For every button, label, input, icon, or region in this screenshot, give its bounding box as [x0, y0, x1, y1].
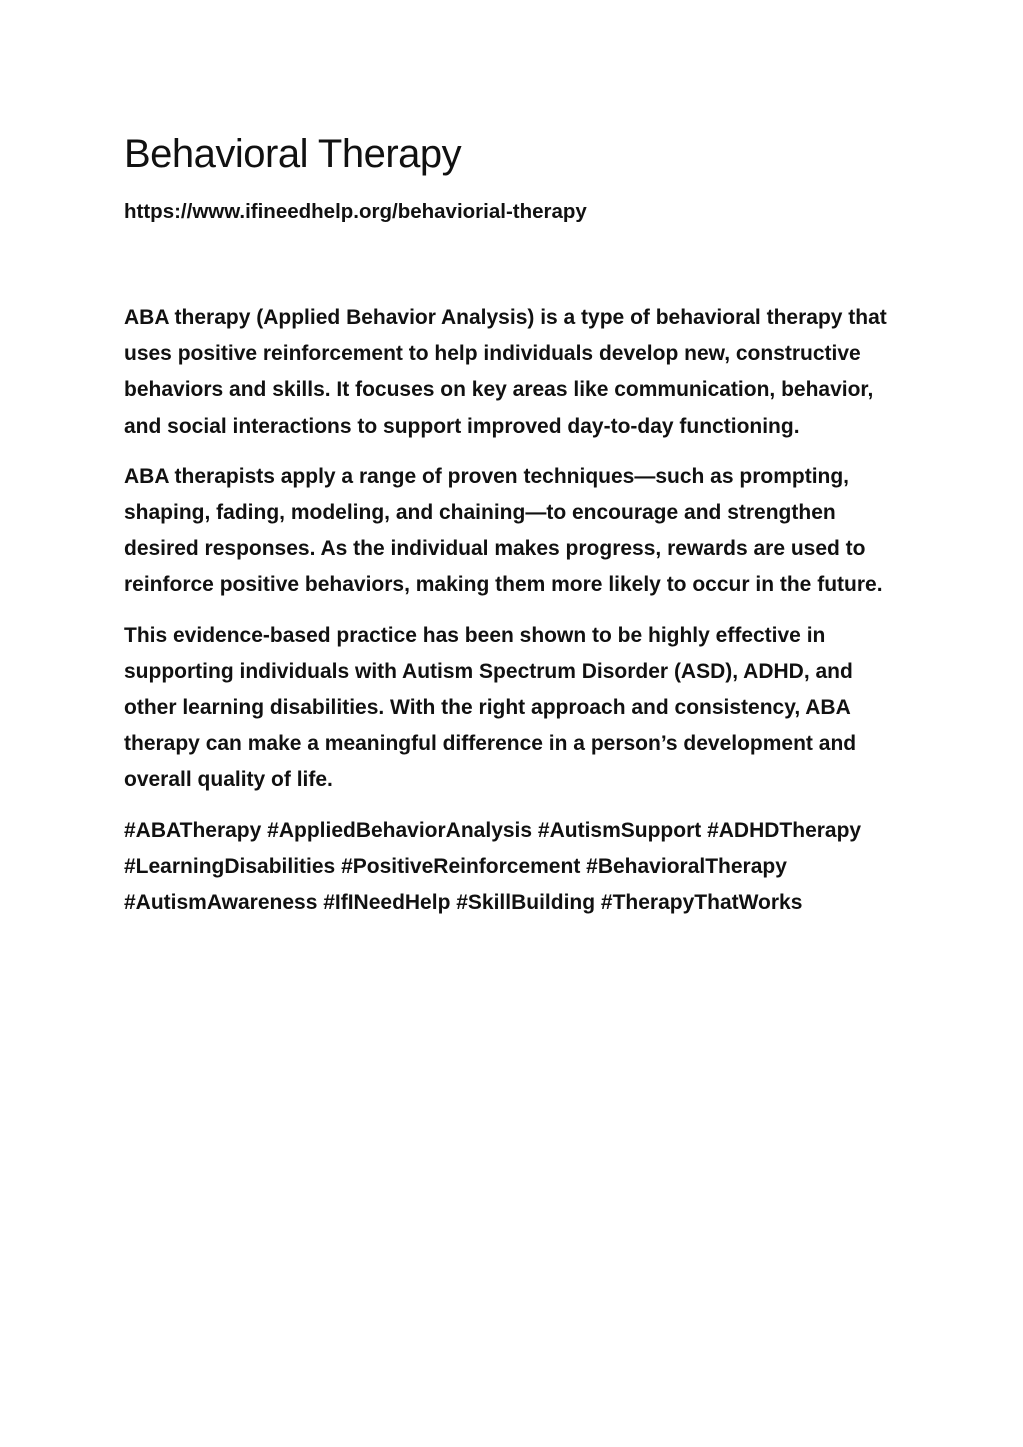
hashtags: #ABATherapy #AppliedBehaviorAnalysis #AutismSupport #ADHDTherapy #LearningDisabilities #PositiveReinforcement #BehavioralTherapy #AutismAwareness #IfINeedHelp #SkillBuilding #TherapyThatWorks	[124, 818, 862, 915]
document-body	[124, 300, 904, 921]
source-url: https://www.ifineedhelp.org/behaviorial-therapy	[124, 200, 587, 223]
paragraph-intro: ABA therapy (Applied Behavior Analysis) is a type of behavioral therapy that uses positive reinforcement to help individuals develop new, constructive behaviors and skills. It focuses on key areas like communication, behavior, and social interactions to support improved day-to-day functioning.	[124, 306, 887, 438]
page-title: Behavioral Therapy	[124, 132, 462, 176]
paragraph-evidence: This evidence-based practice has been shown to be highly effective in supporting individuals with Autism Spectrum Disorder (ASD), ADHD, and other learning disabilities. With the right approach and consistency, ABA therapy can make a meaningful difference in a person’s development and overall quality of life.	[124, 623, 857, 792]
document-page	[124, 128, 904, 935]
paragraph-techniques: ABA therapists apply a range of proven techniques—such as prompting, shaping, fading, modeling, and chaining—to encourage and strengthen desired responses. As the individual makes progress, rewards are used to reinforce positive behaviors, making them more likely to occur in the future.	[124, 464, 883, 597]
